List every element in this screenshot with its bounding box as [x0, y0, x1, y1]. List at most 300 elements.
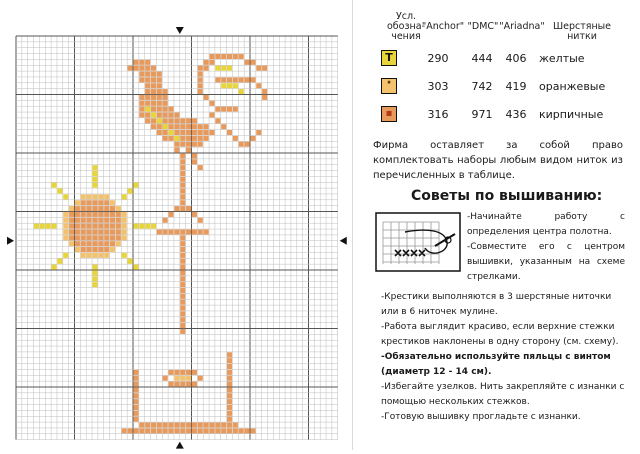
rooster-stitch	[180, 317, 185, 322]
rooster-stitch	[145, 118, 150, 123]
sun-stitch	[92, 235, 97, 240]
base-stitch	[163, 428, 168, 433]
legend-anchor-value: 290	[427, 52, 449, 65]
rooster-stitch	[180, 183, 185, 188]
rooster-stitch	[256, 130, 261, 135]
legend-header-symbol: Усл. обозна-чения	[387, 11, 425, 42]
rooster-stitch	[209, 112, 214, 117]
sun-stitch	[92, 212, 97, 217]
base-stitch	[145, 428, 150, 433]
sun-stitch	[92, 224, 97, 229]
sun-ray-stitch	[63, 253, 68, 258]
sun-ray-stitch	[40, 224, 45, 229]
sun-stitch	[104, 212, 109, 217]
rooster-stitch	[204, 124, 209, 129]
rooster-stitch	[215, 77, 220, 82]
sun-stitch	[92, 218, 97, 223]
base-stitch	[215, 423, 220, 428]
base-stitch	[227, 417, 232, 422]
rooster-stitch	[174, 124, 179, 129]
sun-stitch	[92, 229, 97, 234]
sun-stitch	[81, 241, 86, 246]
rooster-stitch	[198, 124, 203, 129]
rooster-stitch	[198, 136, 203, 141]
rooster-stitch	[180, 241, 185, 246]
rooster-stitch	[180, 177, 185, 182]
rooster-stitch	[174, 229, 179, 234]
sun-ray-stitch	[133, 265, 138, 270]
rooster-stitch	[163, 130, 168, 135]
rooster-stitch	[145, 101, 150, 106]
rooster-stitch	[180, 294, 185, 299]
rooster-stitch	[180, 194, 185, 199]
base-stitch	[139, 428, 144, 433]
rooster-stitch	[180, 300, 185, 305]
rooster-stitch	[198, 83, 203, 88]
rooster-stitch	[215, 118, 220, 123]
rooster-stitch	[180, 235, 185, 240]
rooster-stitch	[180, 259, 185, 264]
rooster-stitch	[204, 66, 209, 71]
sun-stitch	[110, 241, 115, 246]
sun-stitch	[81, 247, 86, 252]
rooster-stitch	[180, 159, 185, 164]
base-stitch	[133, 370, 138, 375]
base-stitch	[227, 411, 232, 416]
rooster-stitch	[157, 95, 162, 100]
rooster-stitch	[198, 72, 203, 77]
base-stitch	[139, 423, 144, 428]
sun-ray-stitch	[92, 265, 97, 270]
rooster-stitch	[157, 229, 162, 234]
hoop-illustration	[375, 212, 461, 272]
rooster-stitch	[180, 200, 185, 205]
rooster-stitch	[256, 83, 261, 88]
sun-ray-stitch	[52, 183, 57, 188]
sun-stitch	[75, 206, 80, 211]
rooster-stitch	[151, 66, 156, 71]
sun-ray-stitch	[128, 259, 133, 264]
base-stitch	[186, 423, 191, 428]
rooster-stitch	[221, 77, 226, 82]
base-stitch	[215, 428, 220, 433]
legend-ariadna-value: 419	[505, 80, 527, 93]
sun-stitch	[63, 218, 68, 223]
rooster-stitch	[180, 171, 185, 176]
sun-stitch	[122, 235, 127, 240]
rooster-stitch	[169, 229, 174, 234]
rooster-stitch	[192, 142, 197, 147]
rooster-stitch	[157, 89, 162, 94]
sun-stitch	[92, 194, 97, 199]
sun-stitch	[98, 229, 103, 234]
rooster-stitch	[139, 72, 144, 77]
sun-stitch	[63, 235, 68, 240]
sun-stitch	[98, 212, 103, 217]
legend-symbol-mark: ▪	[385, 108, 393, 119]
legend-header-anchor: "Anchor"	[421, 21, 465, 32]
rooster-stitch	[198, 229, 203, 234]
rooster-stitch	[204, 95, 209, 100]
sun-stitch	[87, 194, 92, 199]
base-accent-stitch	[174, 376, 179, 381]
base-stitch	[174, 428, 179, 433]
sun-stitch	[98, 235, 103, 240]
base-stitch	[133, 417, 138, 422]
rooster-stitch	[180, 153, 185, 158]
base-stitch	[209, 428, 214, 433]
rooster-stitch	[245, 142, 250, 147]
rooster-stitch	[174, 112, 179, 117]
legend-anchor-value: 303	[427, 80, 449, 93]
base-stitch	[180, 382, 185, 387]
rooster-stitch	[139, 95, 144, 100]
rooster-stitch	[250, 77, 255, 82]
legend-color-name: оранжевые	[539, 80, 606, 93]
tip-item-ironing: -Готовую вышивку прогладьте с изнанки.	[381, 412, 581, 422]
rooster-stitch	[169, 118, 174, 123]
legend-header-wool: Шерстяные нитки	[552, 21, 612, 42]
rooster-stitch	[157, 101, 162, 106]
sun-stitch	[69, 235, 74, 240]
rooster-stitch	[169, 107, 174, 112]
sun-stitch	[87, 224, 92, 229]
rooster-accent-stitch	[227, 66, 232, 71]
rooster-stitch	[250, 136, 255, 141]
sun-stitch	[81, 212, 86, 217]
rooster-stitch	[163, 112, 168, 117]
rooster-stitch	[239, 54, 244, 59]
rooster-stitch	[198, 142, 203, 147]
sun-stitch	[69, 218, 74, 223]
rooster-stitch	[145, 66, 150, 71]
rooster-stitch	[227, 77, 232, 82]
rooster-stitch	[233, 136, 238, 141]
base-stitch	[169, 382, 174, 387]
rooster-accent-stitch	[227, 83, 232, 88]
sun-stitch	[122, 224, 127, 229]
base-stitch	[192, 382, 197, 387]
rooster-stitch	[198, 165, 203, 170]
base-stitch	[204, 423, 209, 428]
rooster-stitch	[163, 107, 168, 112]
legend-dmc-value: 971	[471, 108, 493, 121]
base-stitch	[133, 382, 138, 387]
base-stitch	[192, 370, 197, 375]
sun-ray-stitch	[92, 165, 97, 170]
base-stitch	[133, 399, 138, 404]
sun-stitch	[92, 253, 97, 258]
legend-row-brick	[381, 106, 637, 124]
sun-stitch	[98, 206, 103, 211]
base-stitch	[180, 428, 185, 433]
rooster-stitch	[139, 101, 144, 106]
base-stitch	[198, 428, 203, 433]
sun-stitch	[75, 241, 80, 246]
tip-item-start: -Начинайте работу с определения центра полотна.	[467, 212, 625, 237]
rooster-stitch	[250, 60, 255, 65]
legend-color-name: кирпичные	[539, 108, 604, 121]
base-stitch	[133, 393, 138, 398]
sun-stitch	[92, 241, 97, 246]
rooster-stitch	[174, 118, 179, 123]
base-stitch	[174, 370, 179, 375]
rooster-stitch	[145, 77, 150, 82]
base-stitch	[227, 393, 232, 398]
rooster-accent-stitch	[239, 89, 244, 94]
base-stitch	[133, 376, 138, 381]
rooster-stitch	[233, 107, 238, 112]
rooster-stitch	[139, 60, 144, 65]
rooster-stitch	[174, 142, 179, 147]
base-stitch	[133, 405, 138, 410]
sun-stitch	[81, 235, 86, 240]
rooster-stitch	[157, 72, 162, 77]
sun-stitch	[75, 235, 80, 240]
base-stitch	[227, 370, 232, 375]
sun-ray-stitch	[63, 194, 68, 199]
base-stitch	[227, 423, 232, 428]
rooster-stitch	[180, 288, 185, 293]
rooster-stitch	[157, 107, 162, 112]
rooster-stitch	[180, 118, 185, 123]
rooster-stitch	[209, 130, 214, 135]
base-stitch	[209, 423, 214, 428]
rooster-accent-stitch	[221, 83, 226, 88]
rooster-stitch	[180, 189, 185, 194]
base-stitch	[133, 428, 138, 433]
base-stitch	[133, 411, 138, 416]
legend-header-ariadna: "Ariadna"	[499, 21, 545, 32]
rooster-stitch	[180, 229, 185, 234]
rooster-stitch	[163, 89, 168, 94]
base-stitch	[180, 423, 185, 428]
rooster-stitch	[145, 83, 150, 88]
rooster-stitch	[204, 229, 209, 234]
center-arrow-right	[340, 237, 347, 245]
base-stitch	[174, 382, 179, 387]
rooster-stitch	[192, 136, 197, 141]
legend-row-orange	[381, 75, 637, 96]
rooster-stitch	[151, 89, 156, 94]
rooster-stitch	[163, 118, 168, 123]
rooster-stitch	[215, 54, 220, 59]
rooster-stitch	[209, 101, 214, 106]
sun-stitch	[104, 224, 109, 229]
sun-stitch	[92, 247, 97, 252]
sun-stitch	[87, 247, 92, 252]
rooster-stitch	[192, 153, 197, 158]
rooster-stitch	[157, 112, 162, 117]
sun-stitch	[63, 212, 68, 217]
rooster-stitch	[209, 54, 214, 59]
rooster-stitch	[169, 124, 174, 129]
sun-ray-stitch	[133, 183, 138, 188]
base-stitch	[227, 399, 232, 404]
rooster-stitch	[262, 89, 267, 94]
rooster-stitch	[245, 60, 250, 65]
rooster-stitch	[180, 270, 185, 275]
sun-stitch	[122, 212, 127, 217]
rooster-stitch	[262, 66, 267, 71]
sun-stitch	[110, 235, 115, 240]
sun-ray-stitch	[92, 270, 97, 275]
sun-stitch	[104, 194, 109, 199]
tip-item-slant: -Работа выглядит красиво, если верхние стежки крестиков наклонены в одну сторону (см. схему).	[381, 322, 619, 347]
base-stitch	[204, 428, 209, 433]
sun-stitch	[98, 247, 103, 252]
rooster-stitch	[221, 124, 226, 129]
base-stitch	[227, 382, 232, 387]
sun-ray-stitch	[57, 259, 62, 264]
sun-stitch	[75, 212, 80, 217]
rooster-stitch	[151, 77, 156, 82]
base-stitch	[163, 376, 168, 381]
sun-stitch	[122, 218, 127, 223]
sun-stitch	[98, 224, 103, 229]
legend-symbol-yellow	[381, 50, 397, 66]
rooster-stitch	[204, 130, 209, 135]
sun-ray-stitch	[145, 224, 150, 229]
rooster-stitch	[163, 218, 168, 223]
base-stitch	[227, 428, 232, 433]
base-stitch	[250, 428, 255, 433]
base-stitch	[122, 428, 127, 433]
rooster-stitch	[209, 60, 214, 65]
sun-stitch	[63, 229, 68, 234]
sun-stitch	[92, 200, 97, 205]
sun-stitch	[92, 206, 97, 211]
base-stitch	[151, 423, 156, 428]
rooster-stitch	[198, 89, 203, 94]
rooster-stitch	[169, 136, 174, 141]
base-stitch	[192, 428, 197, 433]
base-stitch	[169, 428, 174, 433]
rooster-stitch	[145, 60, 150, 65]
sun-stitch	[63, 224, 68, 229]
rooster-stitch	[227, 54, 232, 59]
rooster-stitch	[180, 306, 185, 311]
sun-stitch	[110, 218, 115, 223]
rooster-stitch	[151, 72, 156, 77]
base-stitch	[180, 370, 185, 375]
sun-stitch	[116, 229, 121, 234]
rooster-stitch	[151, 101, 156, 106]
sun-stitch	[116, 224, 121, 229]
rooster-stitch	[198, 130, 203, 135]
base-stitch	[174, 423, 179, 428]
legend-symbol-mark: T	[385, 51, 393, 64]
sun-stitch	[69, 212, 74, 217]
rooster-stitch	[180, 311, 185, 316]
sun-stitch	[116, 206, 121, 211]
rooster-stitch	[133, 60, 138, 65]
base-stitch	[221, 423, 226, 428]
rooster-stitch	[180, 253, 185, 258]
supply-note: Фирма оставляет за собой право комплектовать наборы любым видом ниток из перечисленных в таблице.	[373, 140, 623, 181]
sun-stitch	[104, 241, 109, 246]
legend-symbol-mark: ·	[386, 75, 392, 91]
legend-row-yellow	[381, 50, 637, 68]
legend-ariadna-value: 406	[505, 52, 527, 65]
base-accent-stitch	[180, 376, 185, 381]
sun-stitch	[87, 206, 92, 211]
sun-stitch	[104, 253, 109, 258]
rooster-stitch	[180, 130, 185, 135]
sun-stitch	[81, 206, 86, 211]
sun-stitch	[69, 229, 74, 234]
rooster-stitch	[239, 142, 244, 147]
sun-ray-stitch	[57, 189, 62, 194]
base-stitch	[239, 428, 244, 433]
rooster-accent-stitch	[174, 136, 179, 141]
sun-stitch	[81, 229, 86, 234]
base-stitch	[145, 423, 150, 428]
sun-ray-stitch	[52, 224, 57, 229]
sun-ray-stitch	[151, 224, 156, 229]
sun-ray-stitch	[92, 276, 97, 281]
rooster-stitch	[174, 206, 179, 211]
base-stitch	[192, 423, 197, 428]
rooster-stitch	[192, 118, 197, 123]
sun-stitch	[98, 241, 103, 246]
rooster-stitch	[180, 124, 185, 129]
sun-ray-stitch	[92, 177, 97, 182]
rooster-accent-stitch	[163, 124, 168, 129]
sun-stitch	[75, 200, 80, 205]
base-stitch	[233, 428, 238, 433]
sun-stitch	[104, 247, 109, 252]
rooster-stitch	[180, 165, 185, 170]
rooster-stitch	[163, 101, 168, 106]
sun-stitch	[81, 194, 86, 199]
base-stitch	[163, 423, 168, 428]
sun-stitch	[81, 200, 86, 205]
sun-stitch	[75, 224, 80, 229]
rooster-stitch	[163, 229, 168, 234]
legend-dmc-value: 742	[471, 80, 493, 93]
rooster-stitch	[239, 77, 244, 82]
base-accent-stitch	[186, 376, 191, 381]
rooster-stitch	[262, 95, 267, 100]
sun-stitch	[81, 218, 86, 223]
sun-stitch	[104, 200, 109, 205]
sun-ray-stitch	[128, 189, 133, 194]
sun-stitch	[75, 218, 80, 223]
rooster-stitch	[198, 77, 203, 82]
rooster-stitch	[192, 130, 197, 135]
rooster-stitch	[145, 72, 150, 77]
rooster-stitch	[163, 95, 168, 100]
sun-stitch	[87, 241, 92, 246]
sun-stitch	[87, 235, 92, 240]
base-stitch	[169, 423, 174, 428]
rooster-stitch	[151, 118, 156, 123]
sun-stitch	[87, 218, 92, 223]
rooster-stitch	[180, 323, 185, 328]
tip-item-hoop: -Обязательно используйте пяльцы с винтом (диаметр 12 - 14 см).	[381, 352, 611, 377]
base-stitch	[186, 382, 191, 387]
rooster-accent-stitch	[145, 107, 150, 112]
sun-stitch	[87, 229, 92, 234]
rooster-stitch	[157, 83, 162, 88]
sun-stitch	[104, 206, 109, 211]
sun-stitch	[81, 224, 86, 229]
center-arrow-bottom	[176, 442, 184, 449]
sun-stitch	[98, 253, 103, 258]
rooster-stitch	[151, 107, 156, 112]
rooster-stitch	[180, 276, 185, 281]
